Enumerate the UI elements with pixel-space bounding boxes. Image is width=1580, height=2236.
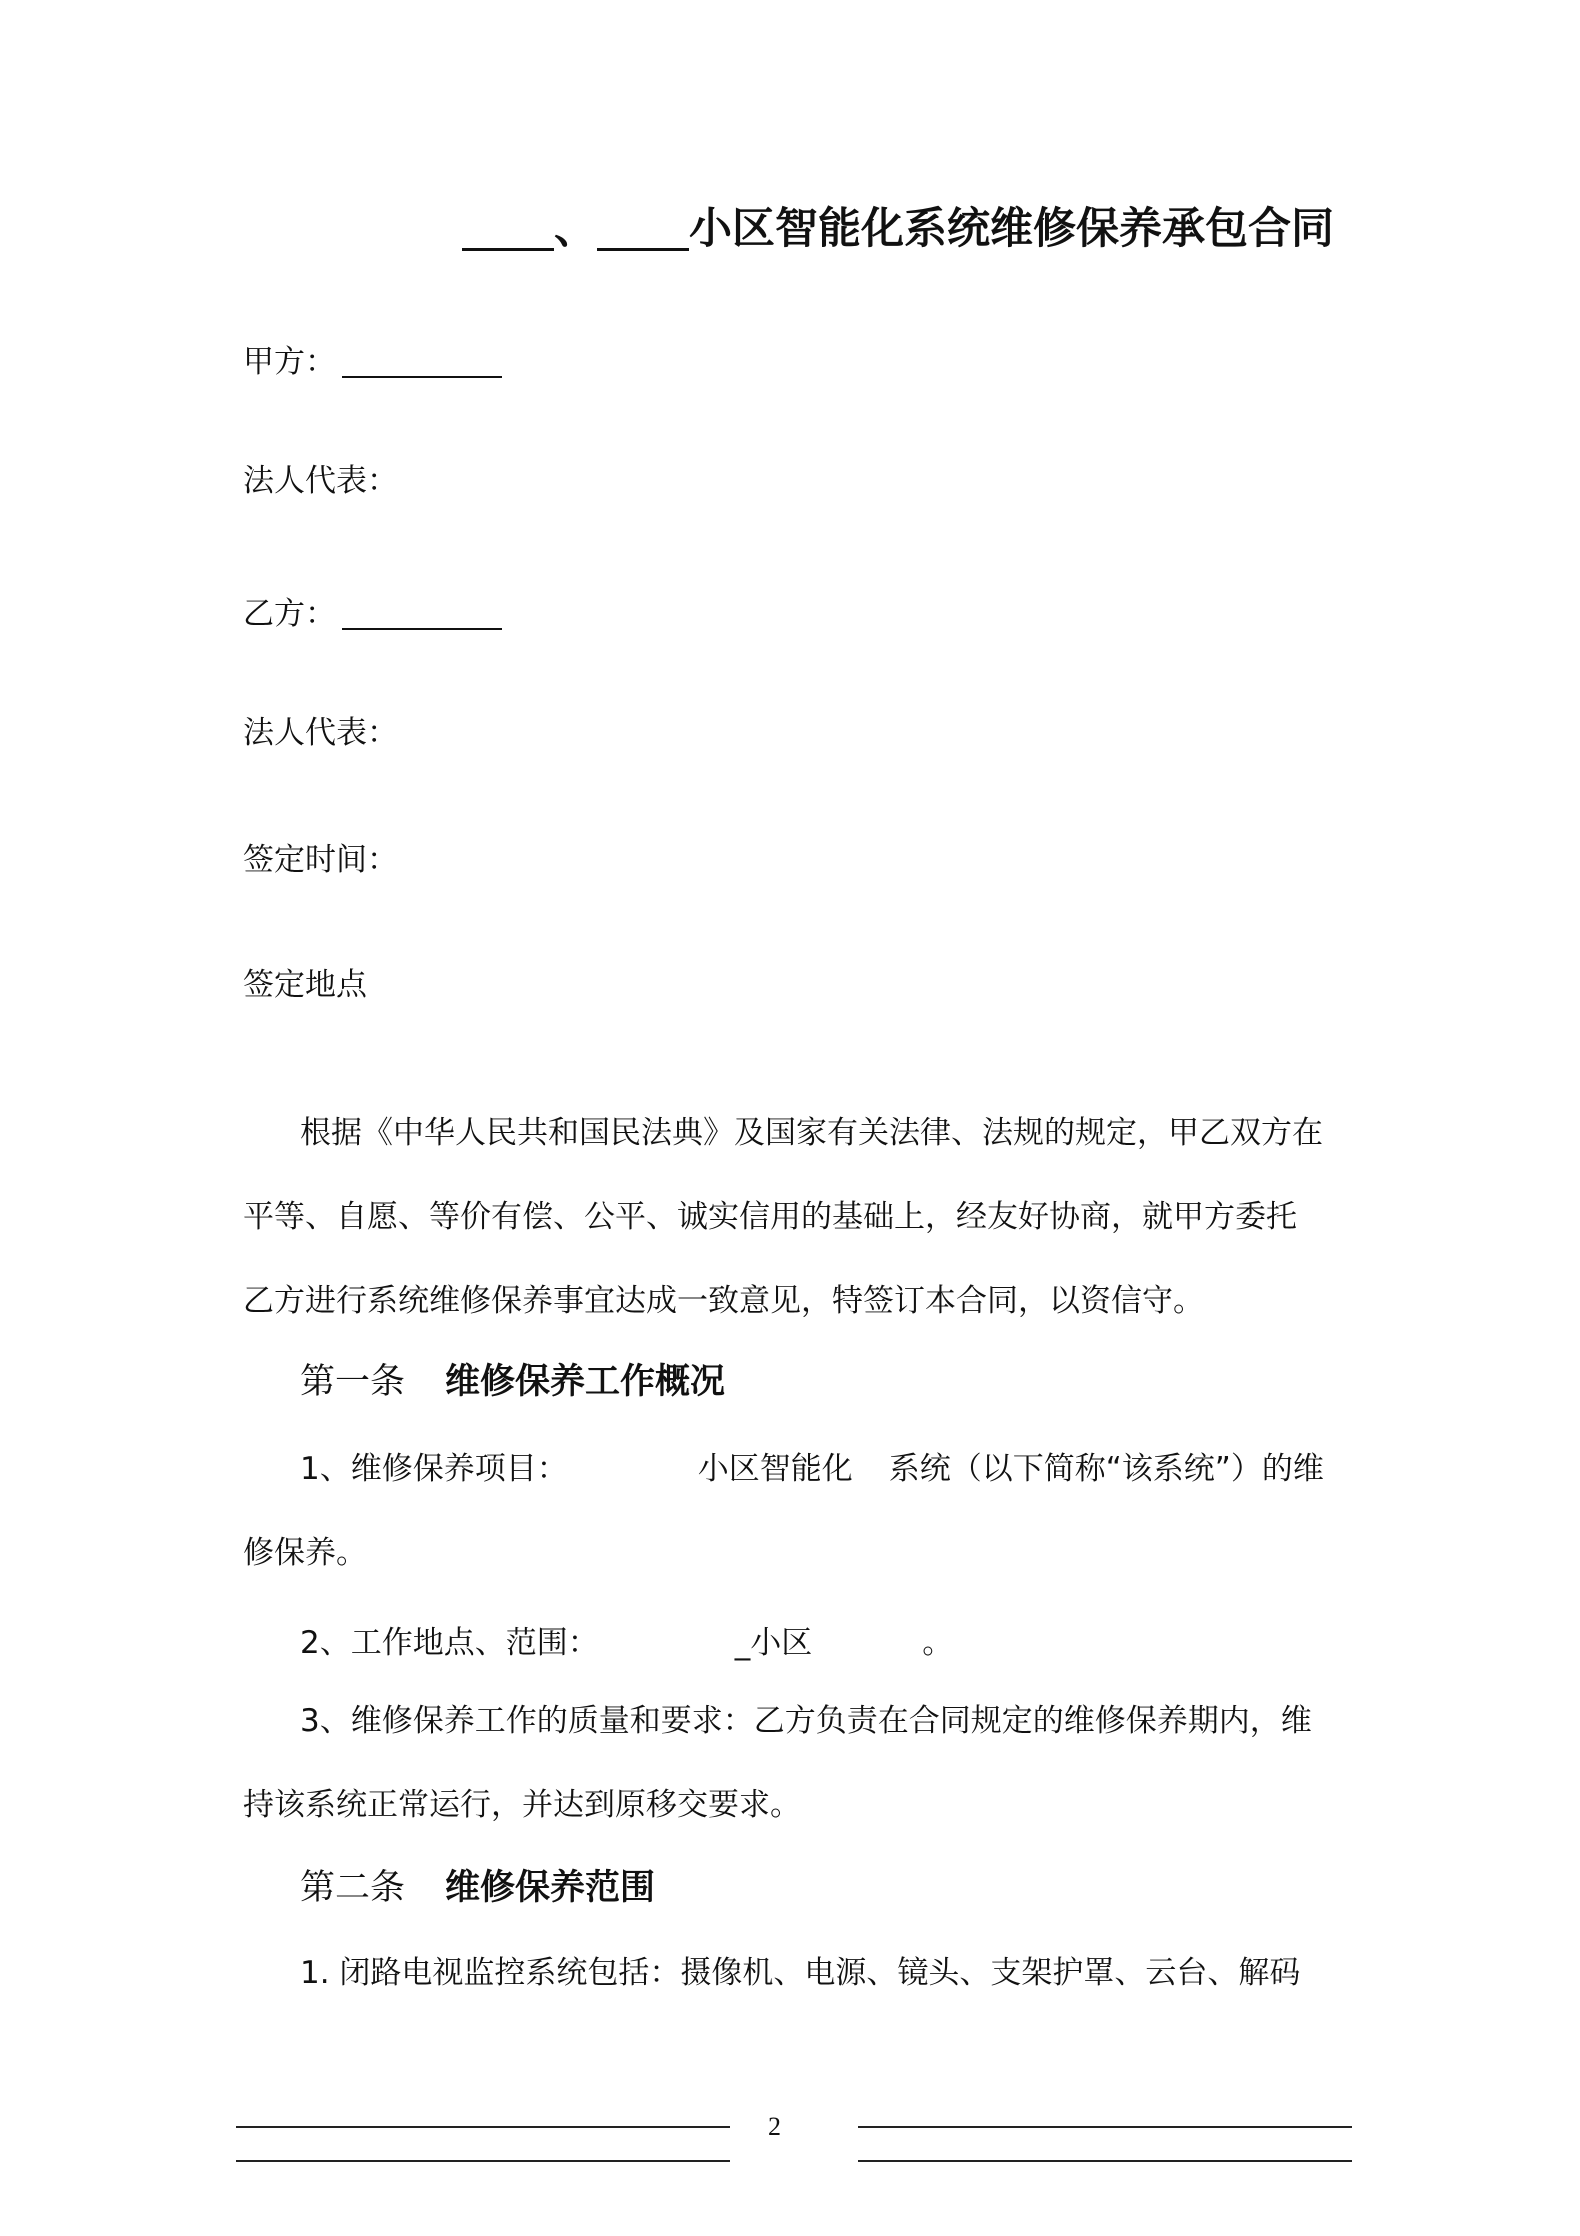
party-a-line <box>243 346 502 378</box>
party-b-line <box>243 598 502 630</box>
preamble-line-2: 平等、自愿、等价有偿、公平、诚实信用的基础上，经友好协商，就甲方委托 <box>243 1199 1297 1235</box>
article-1-number: 第一条 <box>300 1362 406 1401</box>
item-1-label: 1、维修保养项目： <box>300 1451 568 1487</box>
item-2-mid: _小区 <box>734 1625 813 1661</box>
item-2-label: 2、工作地点、范围： <box>300 1625 599 1661</box>
preamble-line-3: 乙方进行系统维修保养事宜达成一致意见，特签订本合同，以资信守。 <box>243 1283 1204 1319</box>
party-a-blank <box>342 346 502 378</box>
article-2-heading <box>300 1870 655 1906</box>
preamble-line-1: 根据《中华人民共和国民法典》及国家有关法律、法规的规定，甲乙双方在 <box>300 1115 1323 1151</box>
footer-rule-left-top <box>236 2126 730 2128</box>
article-2-title: 维修保养范围 <box>445 1868 656 1908</box>
contract-title <box>462 204 1334 254</box>
article-1-item-2 <box>300 1625 954 1661</box>
page-number: 2 <box>768 2112 781 2141</box>
article-2-number: 第二条 <box>300 1868 406 1907</box>
footer-rule-right-bottom <box>858 2160 1352 2162</box>
article-2-item-1-line-1: 1. 闭路电视监控系统包括：摄像机、电源、镜头、支架护罩、云台、解码 <box>300 1955 1301 1991</box>
party-a-label: 甲方： <box>243 344 336 380</box>
sign-time: 签定时间： <box>243 842 398 878</box>
title-text: 小区智能化系统维修保养承包合同 <box>689 204 1334 254</box>
footer-rule-right-top <box>858 2126 1352 2128</box>
party-b-label: 乙方： <box>243 596 336 632</box>
article-1-heading <box>300 1364 725 1400</box>
party-b-blank <box>342 598 502 630</box>
item-1-mid: 小区智能化 <box>697 1451 853 1487</box>
party-a-rep: 法人代表： <box>243 463 398 499</box>
item-2-tail: 。 <box>922 1625 954 1661</box>
article-1-item-1 <box>300 1451 1324 1487</box>
article-1-item-1-cont: 修保养。 <box>243 1535 367 1571</box>
sign-place: 签定地点 <box>243 967 367 1003</box>
footer-rule-left-bottom <box>236 2160 730 2162</box>
article-1-title: 维修保养工作概况 <box>445 1362 726 1402</box>
item-1-tail: 系统（以下简称“该系统”）的维 <box>888 1451 1324 1487</box>
title-separator: 、 <box>554 204 597 254</box>
title-blank-1 <box>462 208 554 251</box>
title-blank-2 <box>597 208 689 251</box>
party-b-rep: 法人代表： <box>243 715 398 751</box>
article-1-item-3-line-1: 3、维修保养工作的质量和要求：乙方负责在合同规定的维修保养期内，维 <box>300 1703 1312 1739</box>
article-1-item-3-line-2: 持该系统正常运行，并达到原移交要求。 <box>243 1787 801 1823</box>
